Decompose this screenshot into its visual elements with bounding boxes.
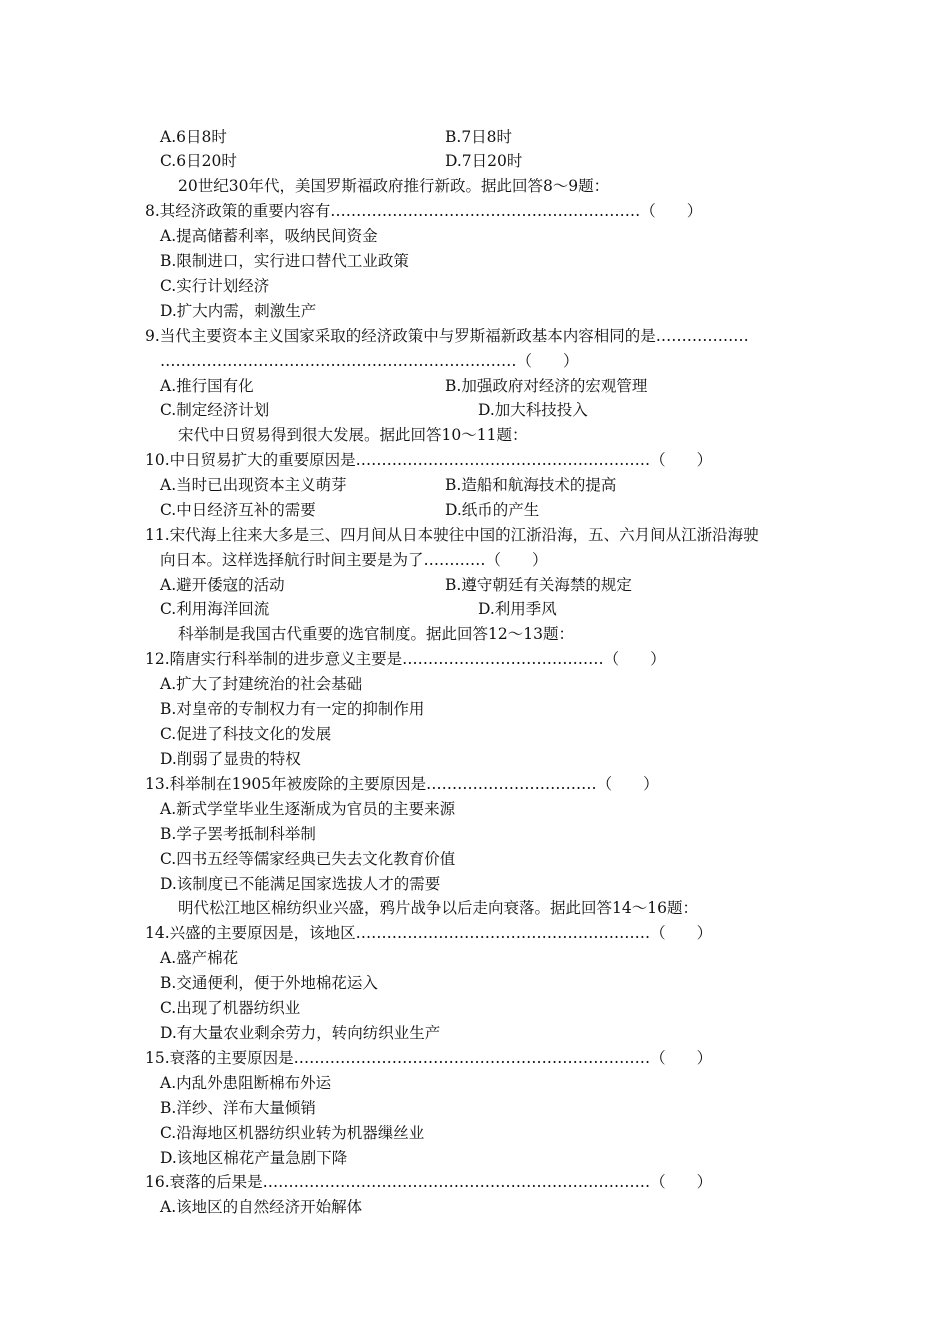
option-d: D.扩大内需，刺激生产 — [160, 302, 317, 320]
option-b: B.交通便利，便于外地棉花运入 — [160, 974, 378, 992]
option-d: D.纸币的产生 — [445, 501, 540, 519]
option-c: C.中日经济互补的需要 — [160, 501, 316, 519]
option-a: A.内乱外患阻断棉布外运 — [160, 1074, 332, 1092]
question-11-continued: 向日本。这样选择航行时间主要是为了…………（ ） — [160, 551, 548, 569]
question-13: 13.科举制在1905年被废除的主要原因是……………………………（ ） — [145, 775, 659, 793]
passage-intro: 宋代中日贸易得到很大发展。据此回答10～11题： — [178, 426, 528, 444]
option-d: D.该制度已不能满足国家选拔人才的需要 — [160, 875, 441, 893]
option-c: C.制定经济计划 — [160, 401, 270, 419]
option-c: C.利用海洋回流 — [160, 600, 270, 618]
option-a: A.该地区的自然经济开始解体 — [160, 1198, 363, 1216]
option-a: A.扩大了封建统治的社会基础 — [160, 675, 363, 693]
question-8: 8.其经济政策的重要内容有……………………………………………………（ ） — [145, 202, 703, 220]
option-b: B.学子罢考抵制科举制 — [160, 825, 316, 843]
passage-intro: 明代松江地区棉纺织业兴盛，鸦片战争以后走向衰落。据此回答14～16题： — [178, 899, 698, 917]
option-d: D.加大科技投入 — [478, 401, 588, 419]
option-b: B.造船和航海技术的提高 — [445, 476, 617, 494]
question-16: 16.衰落的后果是…………………………………………………………………（ ） — [145, 1173, 713, 1191]
option-d: D.利用季风 — [478, 600, 557, 618]
option-b: B.7日8时 — [445, 128, 513, 146]
option-b: B.加强政府对经济的宏观管理 — [445, 377, 648, 395]
option-a: A.盛产棉花 — [160, 949, 239, 967]
question-10: 10.中日贸易扩大的重要原因是…………………………………………………（ ） — [145, 451, 713, 469]
option-a: A.提高储蓄利率，吸纳民间资金 — [160, 227, 378, 245]
option-a: A.6日8时 — [160, 128, 227, 146]
option-c: C.实行计划经济 — [160, 277, 270, 295]
question-12: 12.隋唐实行科举制的进步意义主要是…………………………………（ ） — [145, 650, 666, 668]
option-d: D.该地区棉花产量急剧下降 — [160, 1149, 348, 1167]
option-c: C.6日20时 — [160, 152, 237, 170]
option-b: B.对皇帝的专制权力有一定的抑制作用 — [160, 700, 425, 718]
question-15: 15.衰落的主要原因是……………………………………………………………（ ） — [145, 1049, 713, 1067]
question-11: 11.宋代海上往来大多是三、四月间从日本驶往中国的江浙沿海，五、六月间从江浙沿海驶 — [145, 526, 759, 544]
option-b: B.遵守朝廷有关海禁的规定 — [445, 576, 632, 594]
passage-intro: 20世纪30年代，美国罗斯福政府推行新政。据此回答8～9题： — [178, 177, 610, 195]
option-b: B.限制进口，实行进口替代工业政策 — [160, 252, 409, 270]
option-c: C.促进了科技文化的发展 — [160, 725, 332, 743]
option-c: C.四书五经等儒家经典已失去文化教育价值 — [160, 850, 456, 868]
option-a: A.当时已出现资本主义萌芽 — [160, 476, 347, 494]
question-14: 14.兴盛的主要原因是，该地区…………………………………………………（ ） — [145, 924, 713, 942]
option-a: A.推行国有化 — [160, 377, 254, 395]
passage-intro: 科举制是我国古代重要的选官制度。据此回答12～13题： — [178, 625, 574, 643]
option-d: D.削弱了显贵的特权 — [160, 750, 301, 768]
option-b: B.洋纱、洋布大量倾销 — [160, 1099, 316, 1117]
question-9-continued: ……………………………………………………………（ ） — [160, 352, 579, 370]
question-9: 9.当代主要资本主义国家采取的经济政策中与罗斯福新政基本内容相同的是……………… — [145, 327, 749, 345]
option-a: A.避开倭寇的活动 — [160, 576, 285, 594]
option-c: C.沿海地区机器纺织业转为机器缫丝业 — [160, 1124, 425, 1142]
option-a: A.新式学堂毕业生逐渐成为官员的主要来源 — [160, 800, 456, 818]
option-d: D.7日20时 — [445, 152, 523, 170]
option-d: D.有大量农业剩余劳力，转向纺织业生产 — [160, 1024, 441, 1042]
option-c: C.出现了机器纺织业 — [160, 999, 301, 1017]
